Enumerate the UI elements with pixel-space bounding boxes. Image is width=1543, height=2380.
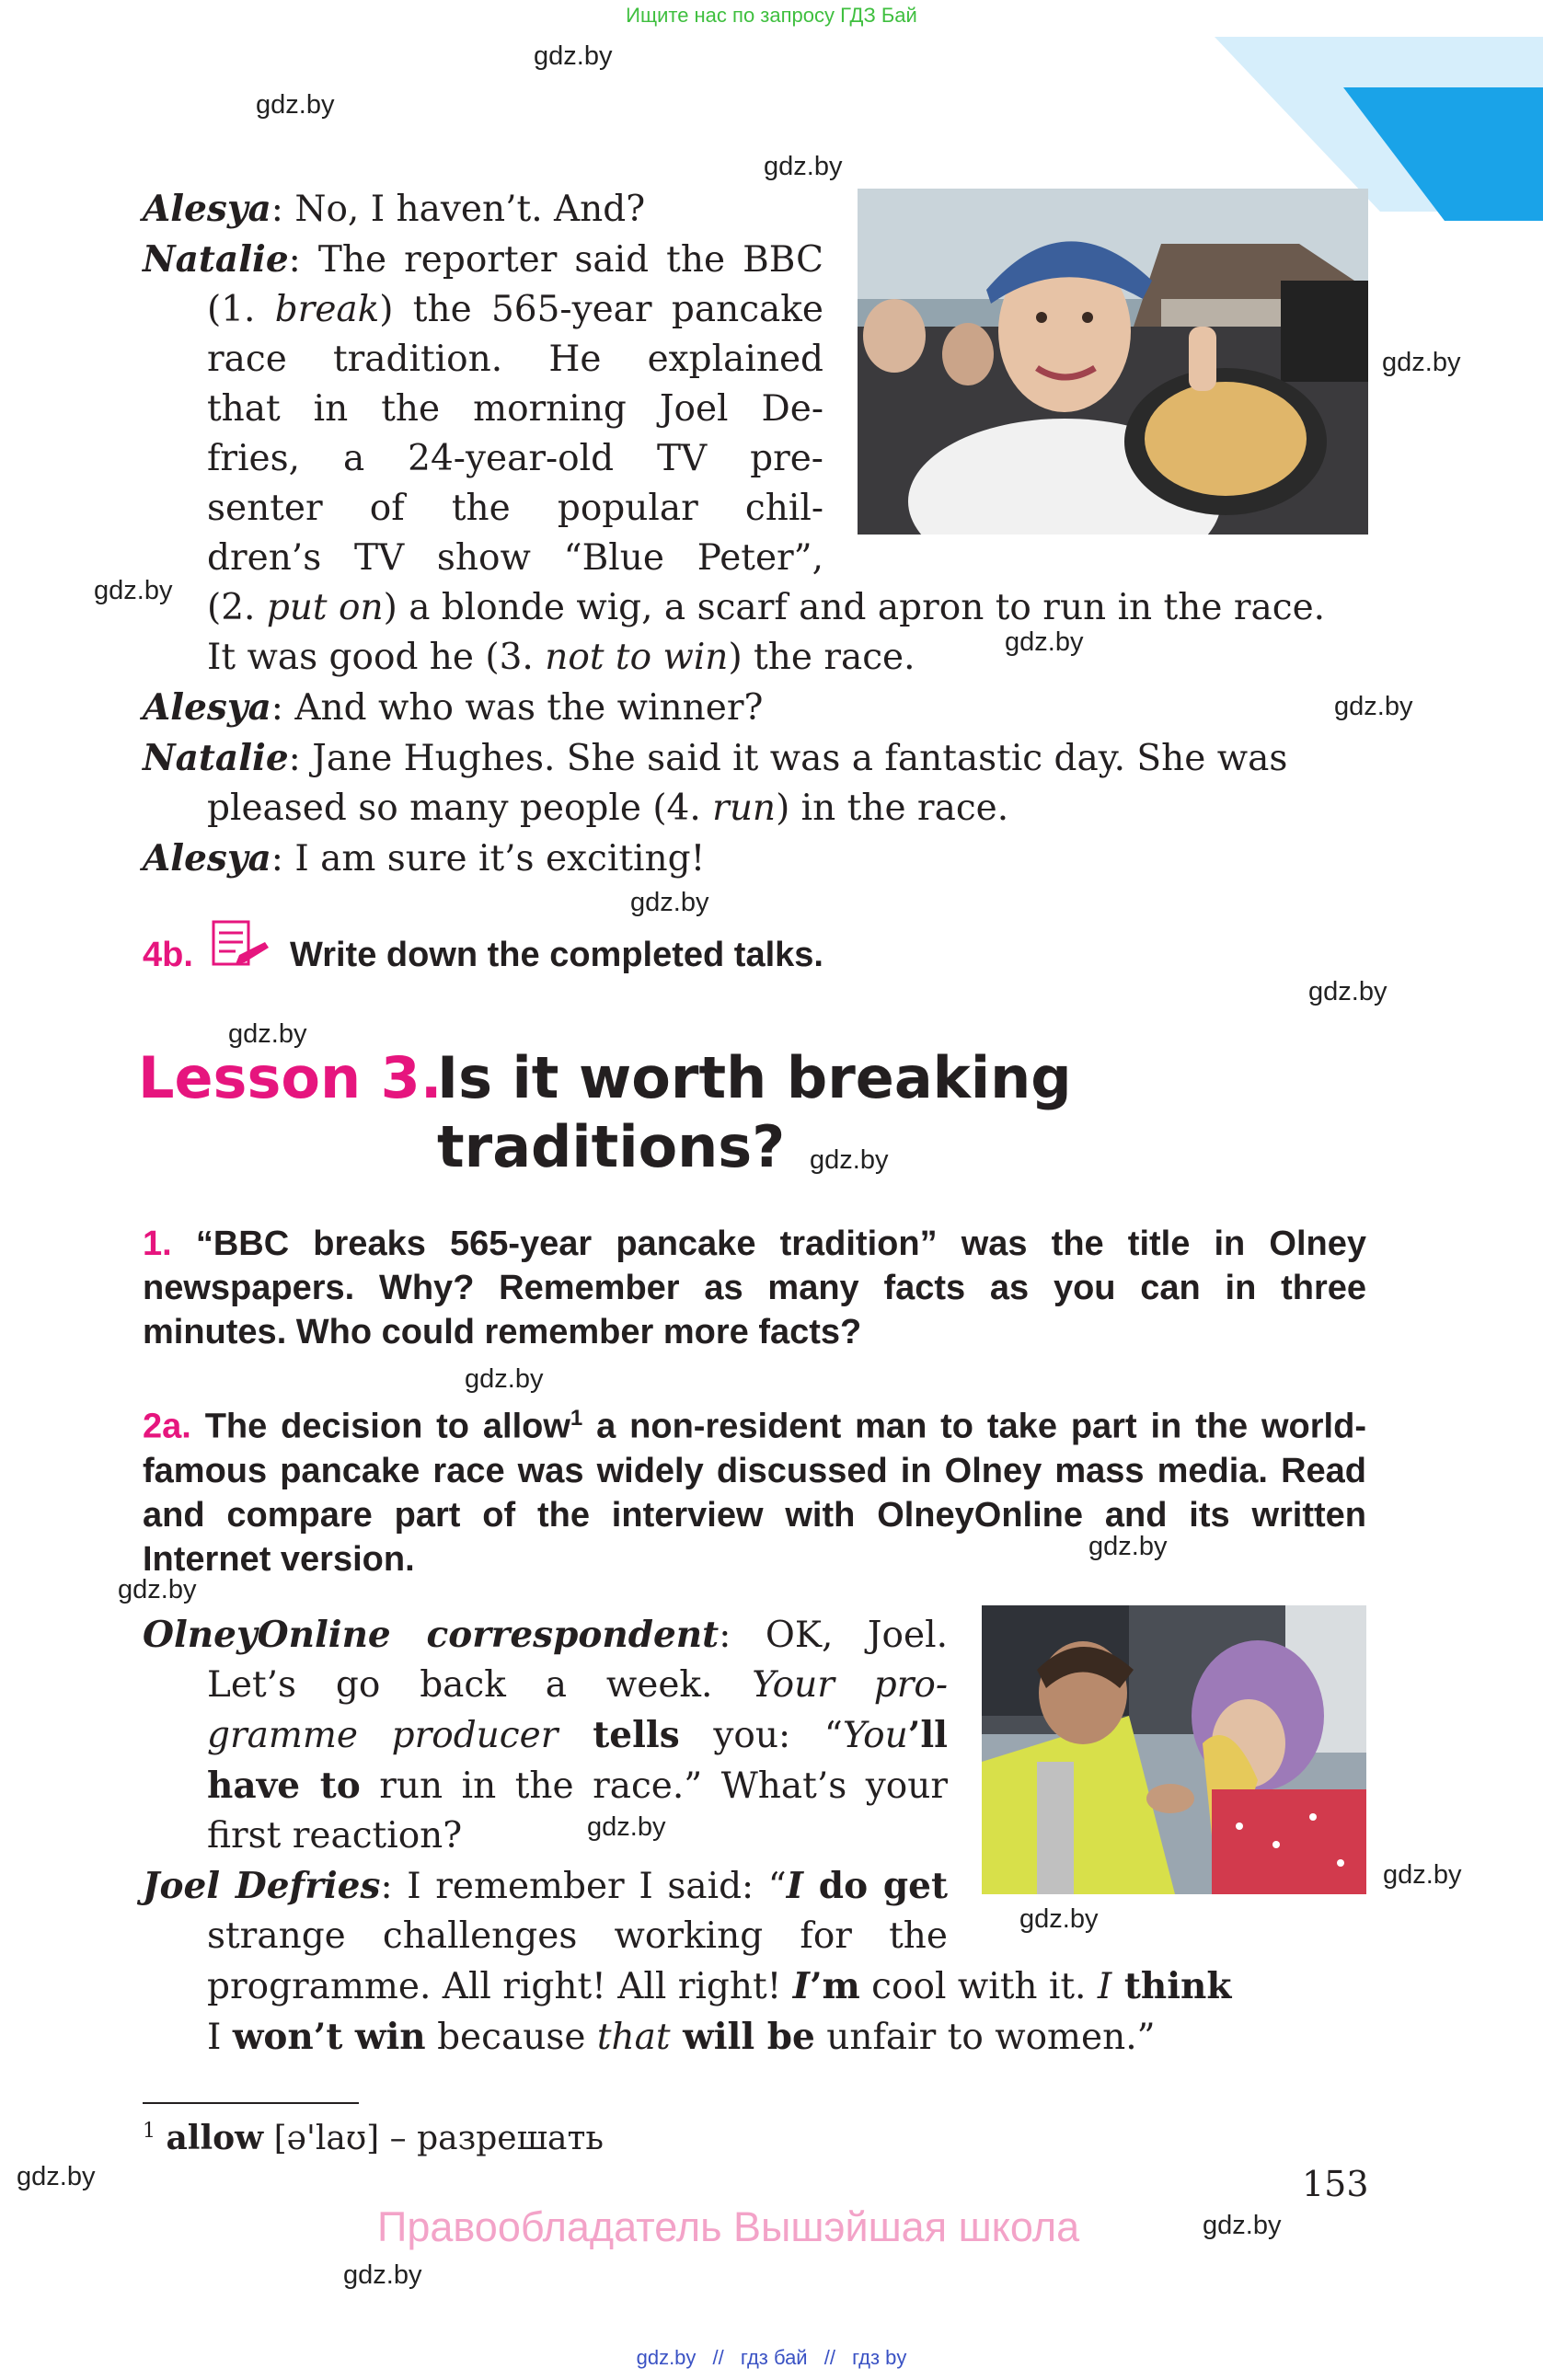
dialogue-line <box>143 1761 948 1811</box>
dialogue-text: because <box>425 2017 597 2058</box>
dialogue-text: : OK, Joel. <box>719 1615 948 1656</box>
dialogue-text: won’t win <box>232 2016 426 2058</box>
watermark: gdz.by <box>1383 1860 1462 1890</box>
watermark: gdz.by <box>465 1364 544 1394</box>
dialogue-text: (2. <box>207 587 267 628</box>
task-text: Write down the completed talks. <box>290 936 823 974</box>
dialogue-line <box>143 2012 1366 2063</box>
footnote <box>143 2109 604 2162</box>
lesson-title-line-1: Is it worth breaking <box>437 1044 1072 1111</box>
dialogue-line <box>143 633 1366 683</box>
top-search-link[interactable]: Ищите нас по запросу ГДЗ Бай <box>626 4 917 27</box>
task-4b <box>143 918 823 981</box>
task-1 <box>143 1222 1366 1354</box>
dialogue-line-natalie <box>143 733 1366 784</box>
dialogue-text: ’ll <box>907 1714 948 1756</box>
watermark: gdz.by <box>343 2260 422 2290</box>
verb-prompt: run <box>712 788 777 829</box>
dialogue-line: that in the morning Joel De- <box>207 388 823 430</box>
dialogue-line <box>143 784 1366 834</box>
bottom-link[interactable]: гдз by <box>852 2346 907 2369</box>
verb-prompt: put on <box>266 587 384 628</box>
dialogue-line: dren’s TV show “Blue Peter”, <box>207 537 823 579</box>
dialogue-line: race tradition. He explained <box>207 339 823 380</box>
interview-block-correspondent <box>143 1610 948 1961</box>
dialogue-text: : I am sure it’s exciting! <box>271 838 706 880</box>
watermark: gdz.by <box>1005 627 1084 657</box>
task-number: 2a. <box>143 1407 191 1446</box>
dialogue-line <box>143 285 823 335</box>
watermark: gdz.by <box>94 576 173 605</box>
dialogue-text: Let’s go back a week. <box>207 1664 753 1706</box>
footnote-translation: – разрешать <box>379 2120 605 2157</box>
dialogue-text: ) the 565-year pancake <box>379 289 823 330</box>
task-text: “BBC breaks 565-year pancake tradition” was the title in Olney newspapers. Why? Remember as many facts as you can in three minutes. Who could remember more facts? <box>143 1224 1366 1351</box>
watermark: gdz.by <box>17 2162 96 2191</box>
dialogue-line-alesya <box>143 834 1366 884</box>
watermark: gdz.by <box>1203 2211 1282 2240</box>
dialogue-text: programme. All right! All right! <box>207 1966 793 2007</box>
dialogue-text: I <box>207 2017 233 2058</box>
dialogue-line-alesya <box>143 683 1366 733</box>
dialogue-text: : And who was the winner? <box>271 687 764 729</box>
footnote-divider <box>143 2102 359 2104</box>
dialogue-line: fries, a 24-year-old TV pre- <box>207 438 823 479</box>
task-number: 4b. <box>143 936 193 974</box>
verb-prompt: not to win <box>545 637 729 678</box>
watermark: gdz.by <box>1382 348 1461 377</box>
bottom-link-separator: // <box>823 2346 835 2369</box>
speaker-name: Joel Defries <box>143 1865 381 1907</box>
dialogue-line <box>143 583 1366 633</box>
dialogue-text: you: “ <box>679 1715 843 1756</box>
watermark: gdz.by <box>1019 1904 1099 1934</box>
task-2a <box>143 1397 1366 1581</box>
dialogue-text: pleased so many people (4. <box>207 788 713 829</box>
dialogue-text: unfair to women.” <box>814 2017 1156 2058</box>
dialogue-text: I <box>792 1965 810 2007</box>
watermark: gdz.by <box>118 1575 197 1604</box>
dialogue-part-1 <box>143 184 1366 884</box>
dialogue-text: : The reporter said the BBC <box>288 239 823 281</box>
dialogue-line <box>143 1661 948 1710</box>
dialogue-text: : Jane Hughes. She said it was a fantastic day. She was <box>288 738 1288 779</box>
bottom-link-separator: // <box>712 2346 724 2369</box>
dialogue-text: will be <box>670 2016 815 2058</box>
lesson-title-line-2: traditions? <box>437 1113 786 1180</box>
footnote-word: allow <box>166 2119 264 2157</box>
footnote-transcription: [ə'laʊ] <box>273 2120 380 2157</box>
footnote-marker: 1 <box>570 1406 583 1431</box>
dialogue-line <box>143 235 823 285</box>
dialogue-text: It was good he (3. <box>207 637 546 678</box>
speaker-name: Natalie <box>143 238 289 281</box>
copyright-notice: Правообладатель Вышэйшая школа <box>377 2203 1080 2250</box>
dialogue-line: strange challenges working for the <box>207 1915 948 1957</box>
speaker-name: Alesya <box>143 686 271 729</box>
dialogue-line: first reaction? <box>207 1815 463 1857</box>
dialogue-block-natalie <box>143 235 823 583</box>
speaker-name: OlneyOnline correspondent <box>143 1614 720 1656</box>
watermark: gdz.by <box>1088 1532 1168 1561</box>
dialogue-line <box>143 1710 948 1761</box>
dialogue-line-alesya <box>143 184 1366 235</box>
interview-dialogue <box>143 1610 1366 2063</box>
dialogue-text: (1. <box>207 289 275 330</box>
lesson-label: Lesson 3. <box>138 1044 443 1111</box>
bottom-links <box>0 2346 1543 2370</box>
dialogue-text: I <box>1097 1966 1112 2007</box>
dialogue-text: run in the race.” What’s your <box>360 1765 948 1807</box>
dialogue-text: think <box>1111 1965 1232 2007</box>
task-number: 1. <box>143 1224 172 1263</box>
dialogue-line <box>143 1610 948 1661</box>
dialogue-text: that <box>596 2017 671 2058</box>
dialogue-text: have to <box>207 1765 361 1807</box>
task-text: a non-resident man to take part in the world-famous pancake race was widely discussed in Olney mass media. Read and compare part of the interview with OlneyOnline and its written Internet version. <box>143 1407 1366 1579</box>
dialogue-text: I <box>786 1865 803 1907</box>
dialogue-text: ) a blonde wig, a scarf and apron to run in the race. <box>383 587 1326 628</box>
dialogue-text: ) in the race. <box>776 788 1009 829</box>
watermark: gdz.by <box>256 90 335 120</box>
dialogue-line: senter of the popular chil- <box>207 488 823 529</box>
watermark: gdz.by <box>810 1145 889 1175</box>
page-number: 153 <box>1302 2164 1369 2204</box>
dialogue-text: You <box>842 1715 908 1756</box>
footnote-marker: 1 <box>143 2120 155 2143</box>
watermark: gdz.by <box>1308 977 1388 1006</box>
notebook-pencil-icon <box>208 918 274 972</box>
dialogue-text: ’m <box>809 1965 860 2007</box>
watermark: gdz.by <box>1334 692 1413 721</box>
dialogue-text: cool with it. <box>859 1966 1098 2007</box>
watermark: gdz.by <box>228 1019 307 1049</box>
dialogue-line <box>143 1961 1366 2012</box>
watermark: gdz.by <box>630 888 709 917</box>
dialogue-text: ) the race. <box>728 637 915 678</box>
speaker-name: Natalie <box>143 737 289 779</box>
watermark: gdz.by <box>764 152 843 181</box>
task-text: The decision to allow <box>204 1407 570 1446</box>
verb-prompt: break <box>274 289 380 330</box>
watermark: gdz.by <box>534 41 613 71</box>
dialogue-text: Your pro- <box>752 1664 948 1706</box>
dialogue-text: : I remember I said: “ <box>380 1866 787 1907</box>
bottom-link[interactable]: gdz.by <box>636 2346 697 2369</box>
dialogue-text: gramme producer <box>207 1715 558 1756</box>
speaker-name: Alesya <box>143 837 271 880</box>
dialogue-text: do get <box>803 1865 948 1907</box>
bottom-link[interactable]: гдз бай <box>740 2346 808 2369</box>
dialogue-text: : No, I haven’t. And? <box>271 189 646 230</box>
speaker-name: Alesya <box>143 188 271 230</box>
watermark: gdz.by <box>587 1812 666 1842</box>
dialogue-line <box>143 1861 948 1912</box>
dialogue-text: tells <box>558 1714 680 1756</box>
